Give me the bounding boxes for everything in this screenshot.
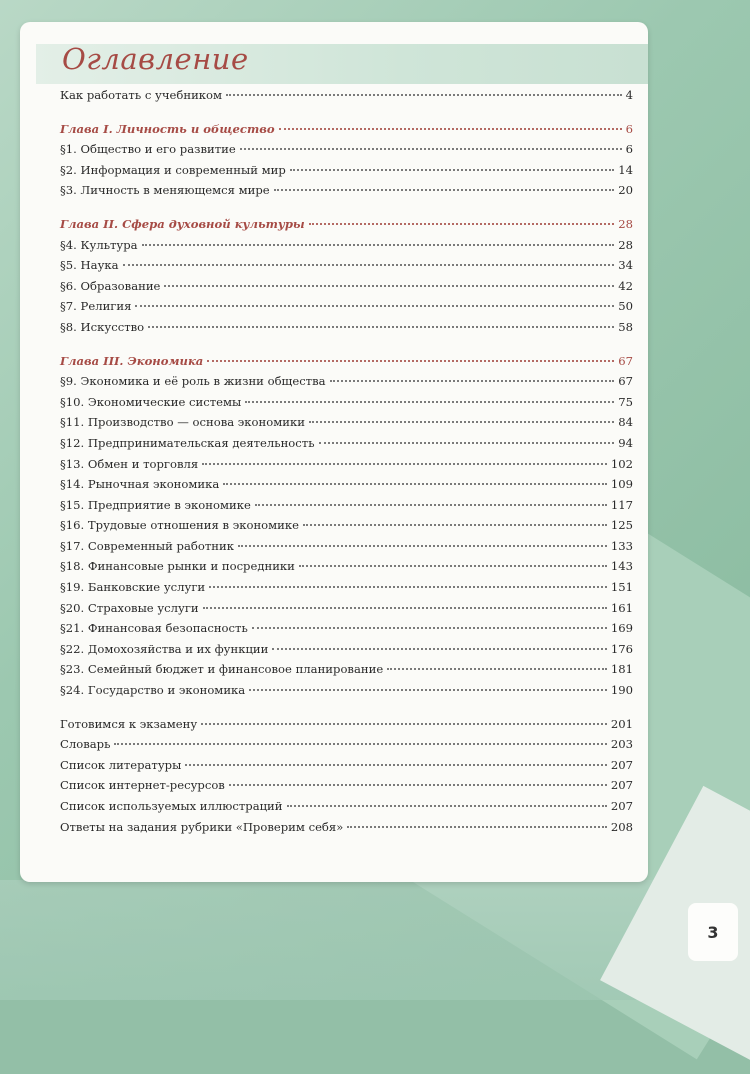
dot-leader bbox=[245, 400, 614, 403]
toc-entry-label: §16. Трудовые отношения в экономике bbox=[60, 518, 300, 533]
dot-leader bbox=[226, 93, 622, 96]
toc-entry-page: 201 bbox=[610, 716, 633, 731]
dot-leader bbox=[185, 763, 607, 766]
page-number: 3 bbox=[688, 903, 738, 961]
toc-entry-page: 67 bbox=[618, 374, 633, 389]
toc-entry[interactable] bbox=[60, 88, 633, 109]
dot-leader bbox=[299, 564, 607, 567]
toc-entry-label: §15. Предприятие в экономике bbox=[60, 497, 251, 512]
chapter-heading-page: 6 bbox=[625, 121, 633, 136]
toc-group bbox=[60, 217, 633, 341]
dot-leader bbox=[279, 127, 622, 130]
toc-entry-page: 203 bbox=[610, 737, 633, 752]
toc-entry-label: Список литературы bbox=[60, 757, 182, 772]
toc-entry[interactable] bbox=[60, 737, 633, 758]
toc-entry-page: 161 bbox=[610, 600, 633, 615]
toc-entry[interactable] bbox=[60, 457, 633, 478]
toc-entry-label: §19. Банковские услуги bbox=[60, 580, 206, 595]
toc-entry[interactable] bbox=[60, 320, 633, 341]
toc-entry-label: Как работать с учебником bbox=[60, 88, 223, 102]
toc-entry-page: 207 bbox=[610, 799, 633, 813]
toc-entry[interactable] bbox=[60, 279, 633, 300]
dot-leader bbox=[303, 523, 607, 526]
toc-entry-page: 125 bbox=[610, 518, 633, 533]
chapter-heading[interactable] bbox=[60, 354, 633, 375]
dot-leader bbox=[202, 462, 607, 465]
toc-entry-page: 102 bbox=[610, 456, 633, 471]
toc-entry[interactable] bbox=[60, 758, 633, 779]
toc-entry[interactable] bbox=[60, 477, 633, 498]
toc-entry-label: Ответы на задания рубрики «Проверим себя» bbox=[60, 819, 344, 834]
toc-entry-label: Готовимся к экзамену bbox=[60, 716, 198, 731]
toc-entry[interactable] bbox=[60, 395, 633, 416]
toc-entry-page: 181 bbox=[610, 662, 633, 677]
dot-leader bbox=[229, 783, 607, 786]
toc-entry[interactable] bbox=[60, 820, 633, 841]
dot-leader bbox=[135, 304, 614, 307]
dot-leader bbox=[249, 688, 607, 691]
toc-entry-label: §3. Личность в меняющемся мире bbox=[60, 183, 270, 198]
toc-entry[interactable] bbox=[60, 258, 633, 279]
toc-entry-page: 28 bbox=[618, 237, 633, 252]
toc-entry-page: 75 bbox=[618, 394, 633, 409]
toc-entry-label: §21. Финансовая безопасность bbox=[60, 621, 248, 636]
dot-leader bbox=[203, 606, 607, 609]
toc-entry-label: §8. Искусство bbox=[60, 319, 145, 334]
dot-leader bbox=[274, 188, 615, 191]
toc-entry-label: §4. Культура bbox=[60, 237, 138, 252]
dot-leader bbox=[255, 503, 607, 506]
toc-entry-label: §11. Производство — основа экономики bbox=[60, 415, 305, 430]
chapter-heading[interactable] bbox=[60, 217, 633, 238]
toc-entry-label: §10. Экономические системы bbox=[60, 394, 242, 409]
chapter-heading-label: Глава II. Сфера духовной культуры bbox=[60, 216, 305, 231]
toc-entry-page: 169 bbox=[610, 621, 633, 636]
chapter-heading[interactable] bbox=[60, 122, 633, 143]
toc-entry[interactable] bbox=[60, 621, 633, 642]
chapter-heading-label: Глава III. Экономика bbox=[60, 353, 204, 368]
toc-entry-label: §5. Наука bbox=[60, 258, 119, 273]
toc-entry-page: 109 bbox=[610, 477, 633, 492]
toc-entry[interactable] bbox=[60, 498, 633, 519]
toc-entry-page: 151 bbox=[610, 580, 633, 595]
toc-entry[interactable] bbox=[60, 299, 633, 320]
toc-entry-page: 208 bbox=[610, 819, 633, 834]
dot-leader bbox=[240, 147, 622, 150]
dot-leader bbox=[223, 482, 607, 485]
dot-leader bbox=[238, 544, 607, 547]
toc-entry[interactable] bbox=[60, 717, 633, 738]
toc-entry-label: §20. Страховые услуги bbox=[60, 600, 199, 615]
dot-leader bbox=[148, 325, 614, 328]
toc-entry[interactable] bbox=[60, 799, 633, 820]
toc-entry[interactable] bbox=[60, 559, 633, 580]
toc-entry-label: §12. Предпринимательская деятельность bbox=[60, 435, 315, 450]
toc-entry-page: 117 bbox=[610, 497, 633, 512]
dot-leader bbox=[287, 804, 607, 807]
toc-entry-label: §7. Религия bbox=[60, 299, 132, 314]
toc-entry-label: §18. Финансовые рынки и посредники bbox=[60, 559, 295, 574]
toc-entry[interactable] bbox=[60, 163, 633, 184]
dot-leader bbox=[201, 722, 607, 725]
toc-entry-page: 6 bbox=[625, 142, 633, 157]
dot-leader bbox=[309, 420, 614, 423]
toc-group bbox=[60, 88, 633, 109]
dot-leader bbox=[319, 441, 615, 444]
dot-leader bbox=[330, 379, 615, 382]
toc-entry-label: §14. Рыночная экономика bbox=[60, 477, 220, 492]
toc-entry-page: 143 bbox=[610, 559, 633, 574]
toc-entry-label: §9. Экономика и её роль в жизни общества bbox=[60, 374, 326, 389]
toc-entry[interactable] bbox=[60, 238, 633, 259]
toc-entry[interactable] bbox=[60, 662, 633, 683]
dot-leader bbox=[123, 263, 615, 266]
dot-leader bbox=[114, 742, 606, 745]
dot-leader bbox=[252, 626, 607, 629]
toc-entry[interactable] bbox=[60, 415, 633, 436]
toc-entry-label: §22. Домохозяйства и их функции bbox=[60, 641, 269, 656]
dot-leader bbox=[209, 585, 607, 588]
toc-entry-label: §23. Семейный бюджет и финансовое планирование bbox=[60, 662, 384, 677]
toc-entry-page: 207 bbox=[610, 757, 633, 772]
toc-entry-page: 14 bbox=[618, 162, 633, 177]
toc-entry[interactable] bbox=[60, 642, 633, 663]
dot-leader bbox=[387, 667, 607, 670]
dot-leader bbox=[309, 222, 615, 225]
toc-entry-page: 4 bbox=[625, 88, 633, 102]
toc-entry-page: 190 bbox=[610, 683, 633, 698]
toc-entry-page: 42 bbox=[618, 278, 633, 293]
table-of-contents bbox=[60, 88, 633, 853]
toc-entry[interactable] bbox=[60, 580, 633, 601]
toc-entry-page: 20 bbox=[618, 183, 633, 198]
toc-entry-label: §1. Общество и его развитие bbox=[60, 142, 236, 157]
toc-entry-label: §24. Государство и экономика bbox=[60, 683, 246, 698]
toc-entry[interactable] bbox=[60, 518, 633, 539]
toc-entry[interactable] bbox=[60, 183, 633, 204]
dot-leader bbox=[272, 647, 606, 650]
toc-entry-label: Список интернет-ресурсов bbox=[60, 778, 225, 793]
dot-leader bbox=[142, 243, 615, 246]
toc-entry-page: 50 bbox=[618, 299, 633, 314]
toc-entry-page: 176 bbox=[610, 641, 633, 656]
dot-leader bbox=[290, 168, 614, 171]
toc-group bbox=[60, 122, 633, 204]
toc-entry[interactable] bbox=[60, 142, 633, 163]
toc-entry-page: 84 bbox=[618, 415, 633, 430]
toc-entry-label: Словарь bbox=[60, 737, 111, 752]
dot-leader bbox=[207, 359, 614, 362]
dot-leader bbox=[347, 825, 607, 828]
toc-entry-label: §13. Обмен и торговля bbox=[60, 456, 199, 471]
toc-entry-label: §6. Образование bbox=[60, 278, 161, 293]
toc-entry[interactable] bbox=[60, 778, 633, 799]
chapter-heading-page: 28 bbox=[618, 216, 633, 231]
toc-entry[interactable] bbox=[60, 601, 633, 622]
toc-entry-page: 207 bbox=[610, 778, 633, 793]
chapter-heading-page: 67 bbox=[618, 353, 633, 368]
toc-group bbox=[60, 717, 633, 841]
toc-entry-page: 133 bbox=[610, 538, 633, 553]
toc-entry[interactable] bbox=[60, 539, 633, 560]
dot-leader bbox=[164, 284, 614, 287]
toc-group bbox=[60, 354, 633, 704]
toc-entry-page: 34 bbox=[618, 258, 633, 273]
toc-entry-label: §2. Информация и современный мир bbox=[60, 162, 286, 177]
page-title: Оглавление bbox=[62, 42, 249, 76]
toc-entry-page: 58 bbox=[618, 319, 633, 334]
toc-entry-label: §17. Современный работник bbox=[60, 538, 234, 553]
toc-entry-label: Список используемых иллюстраций bbox=[60, 799, 283, 813]
toc-entry[interactable] bbox=[60, 683, 633, 704]
toc-entry[interactable] bbox=[60, 436, 633, 457]
chapter-heading-label: Глава I. Личность и общество bbox=[60, 121, 275, 136]
toc-entry[interactable] bbox=[60, 374, 633, 395]
toc-entry-page: 94 bbox=[618, 435, 633, 450]
